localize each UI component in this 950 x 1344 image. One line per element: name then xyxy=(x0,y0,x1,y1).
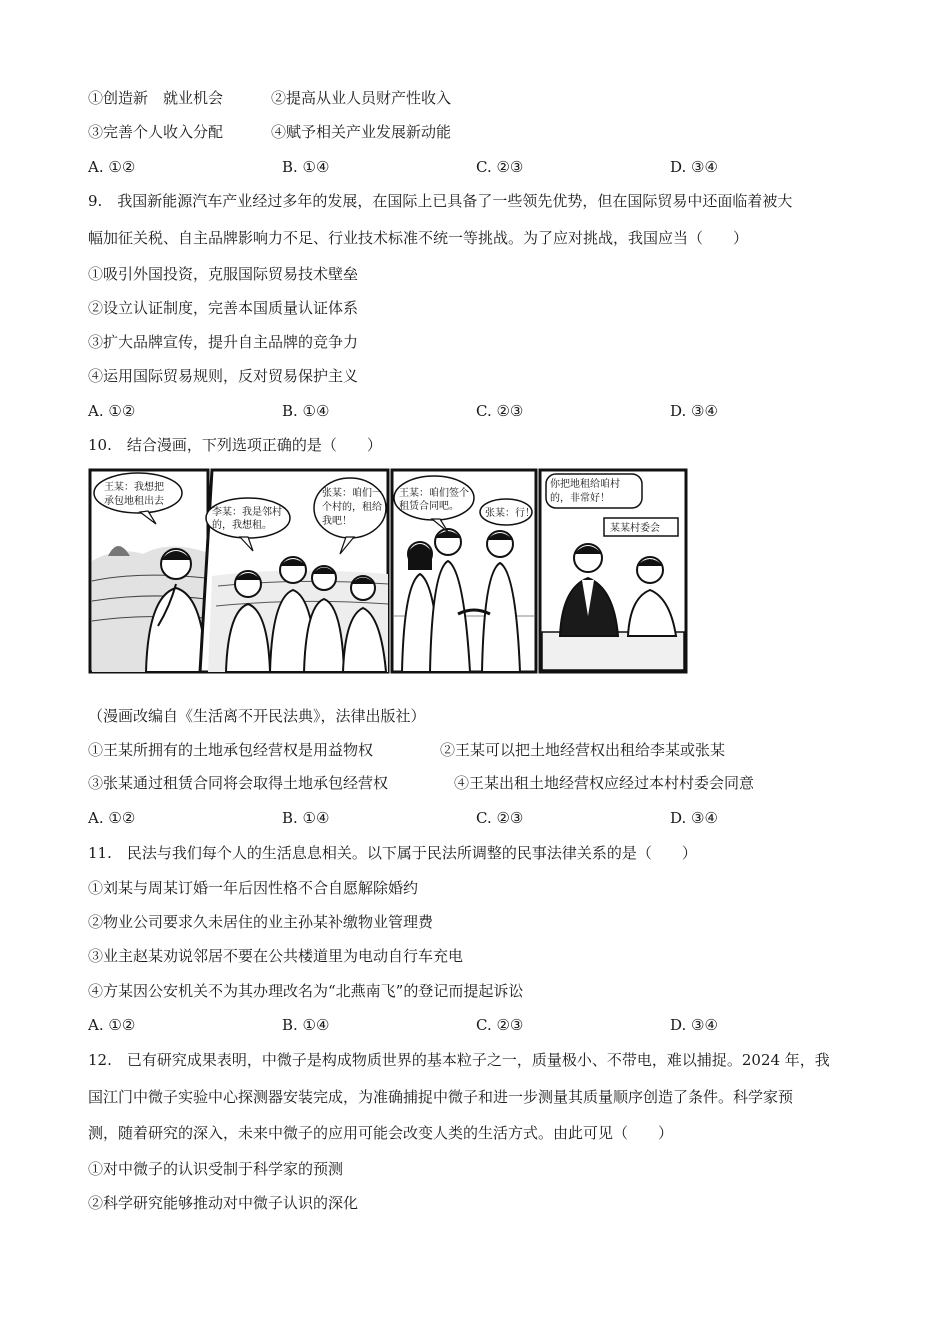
q8-item-3: ③完善个人收入分配 xyxy=(88,123,224,141)
q9-item-4: ④运用国际贸易规则，反对贸易保护主义 xyxy=(88,367,359,385)
q10-stem: 10. 结合漫画，下列选项正确的是（ ） xyxy=(88,436,382,454)
q10-item-row-1 xyxy=(88,740,726,760)
q11-options xyxy=(88,1015,788,1035)
q8-item-2: ②提高从业人员财产性收入 xyxy=(271,89,452,107)
q11-option-c[interactable]: C. ②③ xyxy=(476,1016,524,1034)
bubble-p3b: 张某：行！ xyxy=(485,508,535,519)
bubble-p1-line2: 承包地租出去 xyxy=(104,496,164,507)
bubble-p1-line1: 王某：我想把 xyxy=(104,482,164,493)
q10-option-d[interactable]: D. ③④ xyxy=(670,809,718,827)
q11-stem: 11. 民法与我们每个人的生活息息相关。以下属于民法所调整的民事法律关系的是（ ） xyxy=(88,844,697,862)
q10-option-a[interactable]: A. ①② xyxy=(88,809,136,827)
q12-stem-line-1: 12. 已有研究成果表明，中微子是构成物质世界的基本粒子之一，质量极小、不带电，难以捕捉。2024 年，我 xyxy=(88,1051,830,1069)
bubble-p2b-line1: 张某：咱们一 xyxy=(322,488,382,499)
q9-options xyxy=(88,401,788,421)
q12-stem-line-3: 测，随着研究的深入，未来中微子的应用可能会改变人类的生活方式。由此可见（ ） xyxy=(88,1124,674,1142)
q10-option-c[interactable]: C. ②③ xyxy=(476,809,524,827)
q11-item-2: ②物业公司要求久未居住的业主孙某补缴物业管理费 xyxy=(88,913,434,931)
q9-option-d[interactable]: D. ③④ xyxy=(670,402,718,420)
comic-panel-3 xyxy=(392,470,536,672)
q10-item-row-2 xyxy=(88,773,755,793)
bubble-p2a-line2: 的，我想租。 xyxy=(212,520,272,531)
q10-item-1: ①王某所拥有的土地承包经营权是用益物权 xyxy=(88,741,374,759)
q8-item-1: ①创造新 就业机会 xyxy=(88,89,224,107)
sign-text: 某某村委会 xyxy=(610,523,660,534)
q9-item-1: ①吸引外国投资，克服国际贸易技术壁垒 xyxy=(88,265,359,283)
q8-item-4: ④赋予相关产业发展新动能 xyxy=(271,123,452,141)
bubble-p2a-line1: 李某：我是邻村 xyxy=(212,507,282,518)
q8-option-d[interactable]: D. ③④ xyxy=(670,158,718,176)
q9-option-b[interactable]: B. ①④ xyxy=(282,402,330,420)
q8-option-a[interactable]: A. ①② xyxy=(88,158,136,176)
q10-item-3: ③张某通过租赁合同将会取得土地承包经营权 xyxy=(88,774,389,792)
q12-stem-line-2: 国江门中微子实验中心探测器安装完成，为准确捕捉中微子和进一步测量其质量顺序创造了条件。科学家预 xyxy=(88,1088,794,1106)
bubble-p2b-line3: 我吧！ xyxy=(322,516,352,527)
q8-options xyxy=(88,157,788,177)
comic-panel-1 xyxy=(90,470,208,672)
q9-option-a[interactable]: A. ①② xyxy=(88,402,136,420)
q10-options xyxy=(88,808,788,828)
q8-option-b[interactable]: B. ①④ xyxy=(282,158,330,176)
q11-item-1: ①刘某与周某订婚一年后因性格不合自愿解除婚约 xyxy=(88,879,419,897)
q9-item-2: ②设立认证制度，完善本国质量认证体系 xyxy=(88,299,359,317)
q11-item-3: ③业主赵某劝说邻居不要在公共楼道里为电动自行车充电 xyxy=(88,947,464,965)
table-desk xyxy=(542,632,684,670)
q8-option-c[interactable]: C. ②③ xyxy=(476,158,524,176)
bubble-p4-line2: 的，非常好！ xyxy=(550,493,610,504)
q8-item-row-1 xyxy=(88,88,452,108)
q11-option-a[interactable]: A. ①② xyxy=(88,1016,136,1034)
q12-item-1: ①对中微子的认识受制于科学家的预测 xyxy=(88,1160,344,1178)
q11-option-b[interactable]: B. ①④ xyxy=(282,1016,330,1034)
bubble-p3a-line2: 租赁合同吧。 xyxy=(399,501,459,512)
comic-panel-4 xyxy=(540,470,686,672)
q10-item-4: ④王某出租土地经营权应经过本村村委会同意 xyxy=(454,774,755,792)
bubble-p4-line1: 你把地租给咱村 xyxy=(550,479,620,490)
q9-stem-line-1: 9. 我国新能源汽车产业经过多年的发展，在国际上已具备了一些领先优势，但在国际贸易中还面临着被大 xyxy=(88,192,793,210)
bubble-p2b-line2: 个村的，租给 xyxy=(322,502,382,513)
q8-item-row-2 xyxy=(88,122,452,142)
q10-caption: （漫画改编自《生活离不开民法典》，法律出版社） xyxy=(88,707,426,725)
comic-strip xyxy=(88,466,688,676)
q9-item-3: ③扩大品牌宣传，提升自主品牌的竞争力 xyxy=(88,333,359,351)
q10-option-b[interactable]: B. ①④ xyxy=(282,809,330,827)
q9-option-c[interactable]: C. ②③ xyxy=(476,402,524,420)
q11-option-d[interactable]: D. ③④ xyxy=(670,1016,718,1034)
q11-item-4: ④方某因公安机关不为其办理改名为“北燕南飞”的登记而提起诉讼 xyxy=(88,982,524,1000)
q12-item-2: ②科学研究能够推动对中微子认识的深化 xyxy=(88,1194,359,1212)
q10-item-2: ②王某可以把土地经营权出租给李某或张某 xyxy=(440,741,726,759)
q9-stem-line-2: 幅加征关税、自主品牌影响力不足、行业技术标准不统一等挑战。为了应对挑战，我国应当（ ） xyxy=(88,229,749,247)
bubble-p3a-line1: 王某：咱们签个 xyxy=(399,488,469,499)
comic-panel-2 xyxy=(200,470,388,672)
